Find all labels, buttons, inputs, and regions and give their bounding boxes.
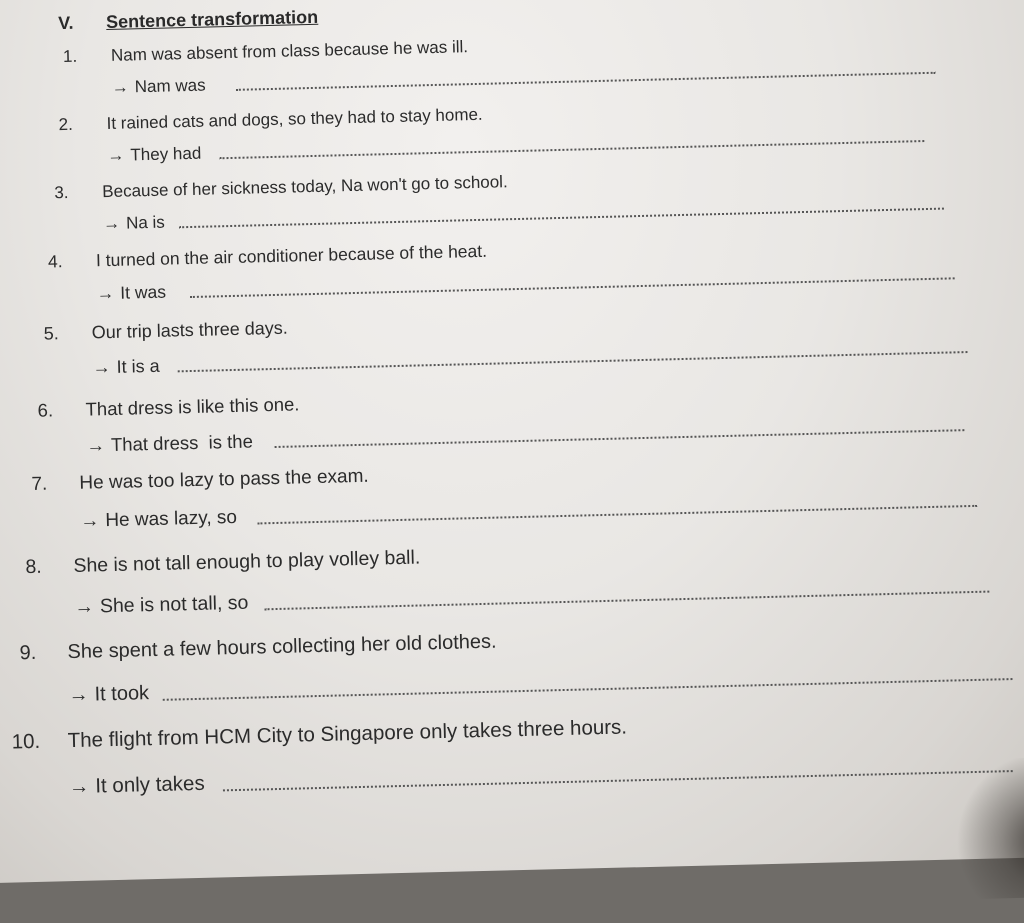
exercise-item-5 [44,301,968,380]
item-question: She spent a few hours collecting her old clothes. [67,630,497,664]
exercise-item-2 [58,94,924,167]
arrow-icon: → [68,774,90,799]
arrow-icon: → [80,510,100,532]
item-number: 2. [58,114,74,135]
item-question: Nam was absent from class because he was ill. [110,37,469,65]
arrow-icon: → [96,282,115,304]
answer-blank[interactable] [223,769,1013,791]
exercise-item-4 [48,229,955,305]
item-question: That dress is like this one. [85,393,300,420]
item-number: 3. [54,182,69,203]
section-number: V. [57,12,74,34]
arrow-icon: → [74,595,95,618]
item-answer-prompt: Nam was [134,75,206,97]
answer-blank[interactable] [179,207,944,229]
answer-blank[interactable] [264,590,989,611]
item-answer-prompt: It is a [116,355,160,377]
arrow-icon: → [111,77,129,97]
item-answer-prompt: It only takes [95,771,205,798]
arrow-icon: → [92,356,111,378]
item-answer-prompt: She is not tall, so [99,591,249,618]
item-answer-prompt: Na is [125,212,166,233]
arrow-icon: → [107,145,125,165]
exercise-item-8 [25,533,989,621]
exercise-item-6 [37,377,965,458]
answer-blank[interactable] [219,139,924,159]
item-number: 7. [31,473,48,495]
item-number: 10. [11,729,41,754]
exercise-item-1 [63,26,936,99]
arrow-icon: → [86,434,106,456]
arrow-icon: → [102,213,121,234]
exercise-item-10 [11,706,1012,800]
arrow-icon: → [68,683,89,707]
item-number: 4. [47,251,63,272]
item-number: 6. [37,399,54,421]
item-answer-prompt: He was lazy, so [105,506,238,532]
item-number: 8. [25,555,42,579]
item-question: Because of her sickness today, Na won't go to school. [102,172,508,202]
answer-blank[interactable] [178,350,968,372]
exercise-item-3 [54,162,944,236]
item-question: It rained cats and dogs, so they had to stay home. [106,104,483,134]
answer-blank[interactable] [236,71,936,91]
item-number: 1. [62,46,78,67]
item-question: I turned on the air conditioner because of the heat. [95,240,488,271]
item-answer-prompt: It took [94,682,150,706]
answer-blank[interactable] [163,677,1013,701]
section-title: Sentence transformation [105,6,319,32]
item-number: 9. [19,641,37,665]
answer-blank[interactable] [257,504,977,525]
item-answer-prompt: It was [120,281,167,303]
item-question: He was too lazy to pass the exam. [79,465,369,494]
answer-blank[interactable] [275,428,965,448]
item-question: She is not tall enough to play volley ball. [73,546,421,577]
answer-blank[interactable] [190,276,955,298]
item-answer-prompt: They had [130,143,202,165]
section-heading [58,7,318,34]
exercise-item-7 [31,451,977,534]
exercise-item-9 [19,618,1013,708]
item-question: The flight from HCM City to Singapore only takes three hours. [67,715,628,753]
item-answer-prompt: That dress is the [110,430,254,455]
item-number: 5. [43,323,60,344]
item-question: Our trip lasts three days. [91,317,288,343]
